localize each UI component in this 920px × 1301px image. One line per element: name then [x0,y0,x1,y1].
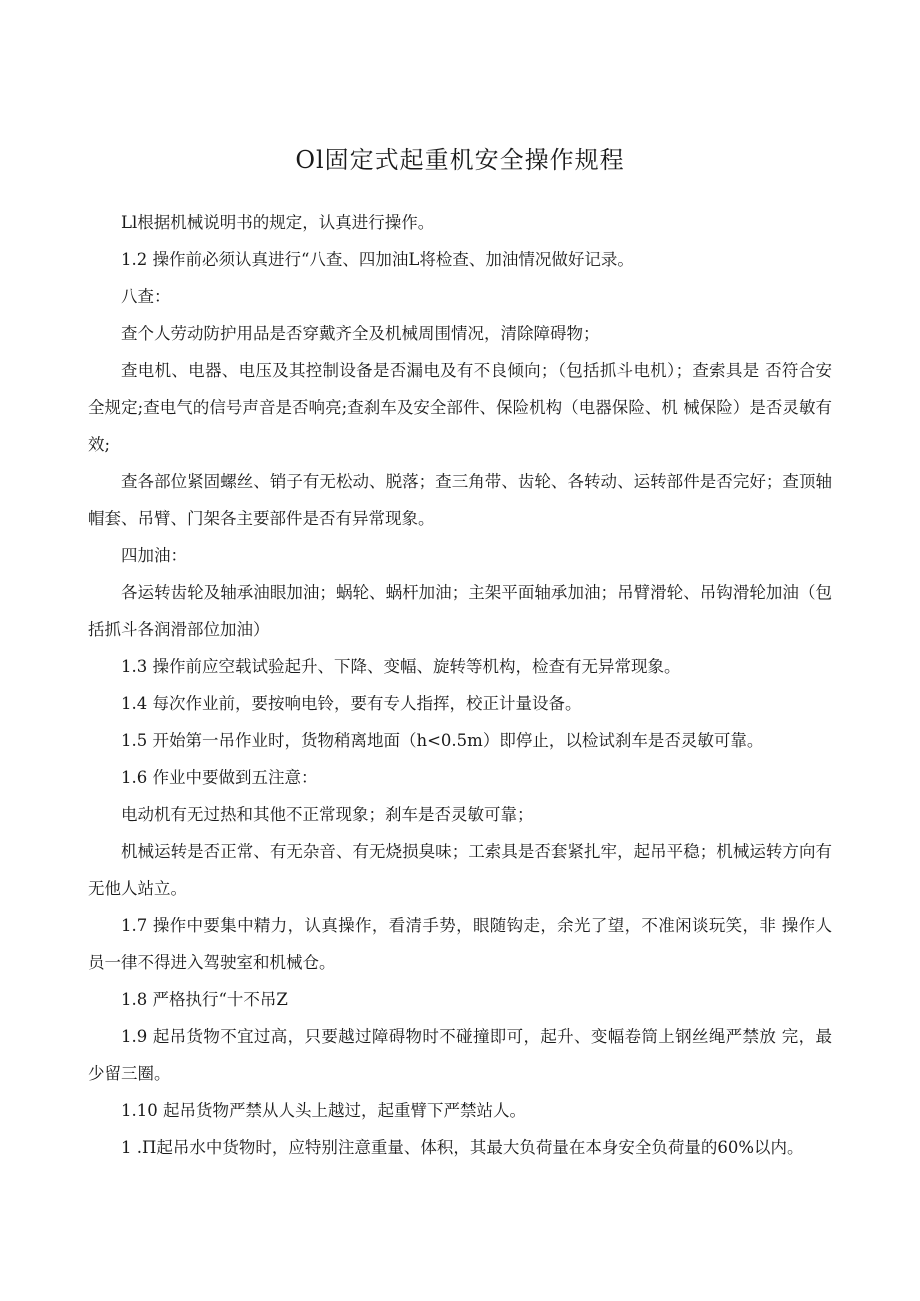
paragraph-1-7: 1.7 操作中要集中精力，认真操作，看清手势，眼随钩走，余光了望，不准闲谈玩笑，非 操作人员一律不得进入驾驶室和机械仓。 [88,916,832,972]
check-fasteners: 查各部位紧固螺丝、销子有无松动、脱落；查三角带、齿轮、各转动、运转部件是否完好；查顶轴帽套、吊臂、门架各主要部件是否有异常现象。 [88,472,832,528]
paragraph-1-5: 1.5 开始第一吊作业时，货物稍离地面（h<0.5m）即停止，以检试刹车是否灵敏可靠。 [121,731,764,750]
oiling-points: 各运转齿轮及轴承油眼加油；蜗轮、蜗杆加油；主架平面轴承加油；吊臂滑轮、吊钩滑轮加油（包括抓斗各润滑部位加油） [88,583,832,639]
four-oilings-heading: 四加油： [121,546,187,565]
paragraph-1-1: Ll根据机械说明书的规定，认真进行操作。 [121,213,435,232]
paragraph-1-4: 1.4 每次作业前，要按响电铃，要有专人指挥，校正计量设备。 [121,694,582,713]
paragraph-1-2: 1.2 操作前必须认真进行“八查、四加油L将检查、加油情况做好记录。 [121,250,634,269]
paragraph-1-9: 1.9 起吊货物不宜过高，只要越过障碍物时不碰撞即可，起升、变幅卷筒上钢丝绳严禁放 完，最少留三圈。 [88,1027,832,1083]
eight-checks-heading: 八查： [121,287,171,306]
five-attentions-1: 电动机有无过热和其他不正常现象；刹车是否灵敏可靠； [121,805,534,824]
paragraph-1-3: 1.3 操作前应空载试验起升、下降、变幅、旋转等机构，检查有无异常现象。 [121,657,681,676]
paragraph-1-11: 1 .Π起吊水中货物时，应特别注意重量、体积，其最大负荷量在本身安全负荷量的60%以内。 [121,1138,804,1157]
paragraph-1-8: 1.8 严格执行“十不吊Z [121,990,288,1009]
document-title: Ol固定式起重机安全操作规程 [295,146,625,174]
document-body [88,204,832,1166]
paragraph-1-10: 1.10 起吊货物严禁从人头上越过，起重臂下严禁站人。 [121,1101,526,1120]
check-electrical: 查电机、电器、电压及其控制设备是否漏电及有不良倾向；（包括抓斗电机）；查索具是 否符合安全规定;查电气的信号声音是否响亮;查刹车及安全部件、保险机构（电器保险、机 械保险）是否灵敏有效; [88,361,832,454]
five-attentions-2: 机械运转是否正常、有无杂音、有无烧损臭味；工索具是否套紧扎牢，起吊平稳；机械运转方向有无他人站立。 [88,842,832,898]
paragraph-1-6: 1.6 作业中要做到五注意： [121,768,318,787]
check-ppe: 查个人劳动防护用品是否穿戴齐全及机械周围情况，清除障碍物； [121,324,600,343]
